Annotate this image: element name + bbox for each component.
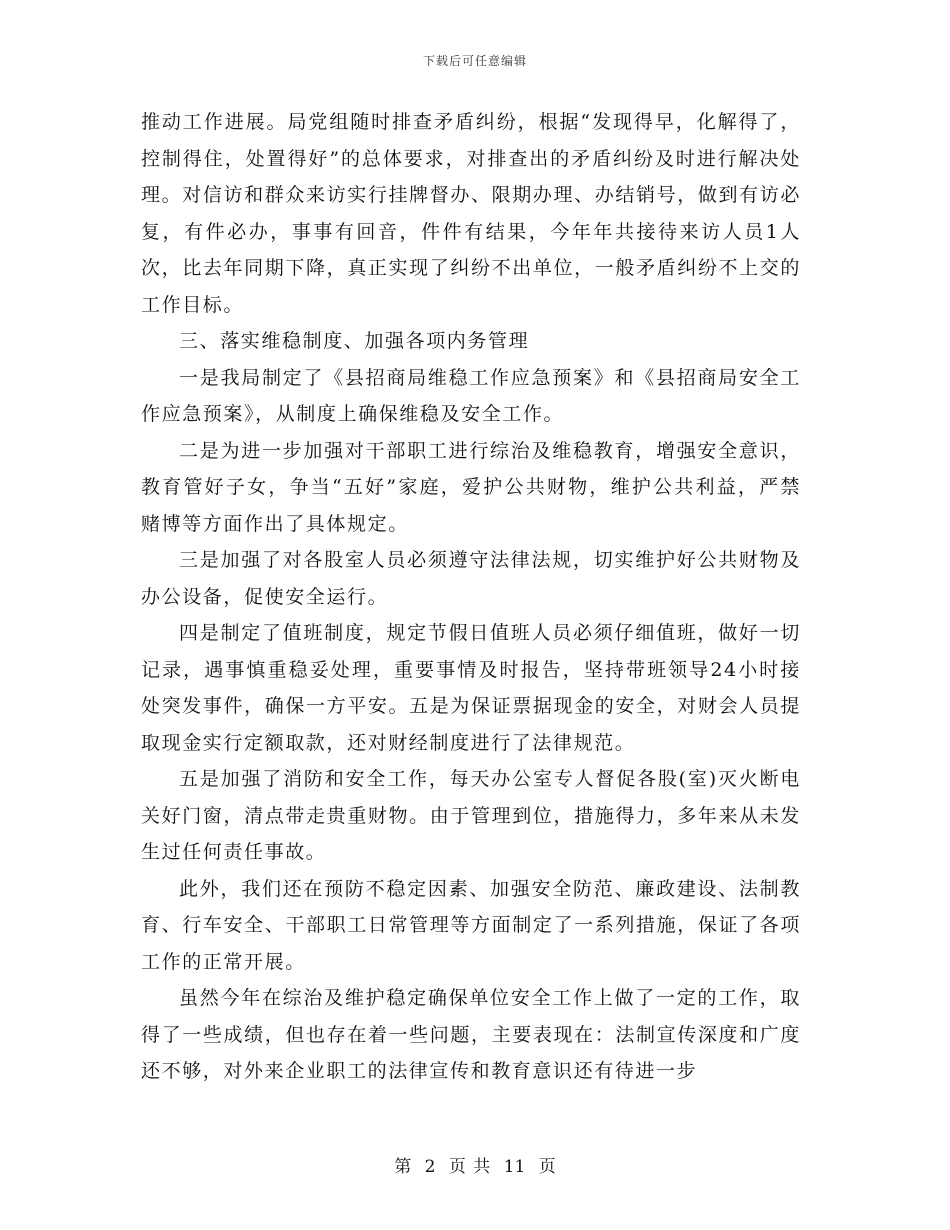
paragraph-1: 推动工作进展。局党组随时排查矛盾纠纷，根据“发现得早，化解得了，控制得住，处置得好”的总体要求，对排查出的矛盾纠纷及时进行解决处理。对信访和群众来访实行挂牌督办、限期办理、办结销号，做到有访必复，有件必办，事事有回音，件件有结果，今年年共接待来访人员1人次，比去年同期下降，真正实现了纠纷不出单位，一般矛盾纠纷不上交的工作目标。: [141, 111, 801, 316]
footer-page-number: 2: [424, 1157, 436, 1177]
page-footer: [0, 1152, 950, 1177]
footer-mid: 页 共: [448, 1157, 491, 1177]
paragraph-5: 四是制定了值班制度，规定节假日值班人员必须仔细值班，做好一切记录，遇事慎重稳妥处理，重要事情及时报告，坚持带班领导24小时接处突发事件，确保一方平安。五是为保证票据现金的安全，对财会人员提取现金实行定额取款，还对财经制度进行了法律规范。: [141, 622, 801, 754]
paragraph-2: 一是我局制定了《县招商局维稳工作应急预案》和《县招商局安全工作应急预案》，从制度上确保维稳及安全工作。: [141, 366, 801, 425]
footer-total-pages: 11: [503, 1157, 526, 1177]
paragraph-4: 三是加强了对各股室人员必须遵守法律法规，切实维护好公共财物及办公设备，促使安全运行。: [141, 549, 801, 608]
footer-prefix: 第: [394, 1157, 412, 1177]
paragraph-8: 虽然今年在综治及维护稳定确保单位安全工作上做了一定的工作，取得了一些成绩，但也存在着一些问题，主要表现在：法制宣传深度和广度还不够，对外来企业职工的法律宣传和教育意识还有待进一步: [141, 987, 801, 1082]
paragraph-3: 二是为进一步加强对干部职工进行综治及维稳教育，增强安全意识，教育管好子女，争当“五好”家庭，爱护公共财物，维护公共利益，严禁赌博等方面作出了具体规定。: [141, 439, 801, 535]
document-body: [141, 104, 801, 1090]
footer-suffix: 页: [538, 1157, 556, 1177]
section-heading: 三、落实维稳制度、加强各项内务管理: [179, 330, 530, 352]
paragraph-6: 五是加强了消防和安全工作，每天办公室专人督促各股(室)灭火断电关好门窗，清点带走贵重财物。由于管理到位，措施得力，多年来从未发生过任何责任事故。: [141, 768, 801, 863]
page-header: 下载后可任意编辑: [422, 54, 527, 68]
paragraph-7: 此外，我们还在预防不稳定因素、加强安全防范、廉政建设、法制教育、行车安全、干部职工日常管理等方面制定了一系列措施，保证了各项工作的正常开展。: [141, 877, 801, 973]
